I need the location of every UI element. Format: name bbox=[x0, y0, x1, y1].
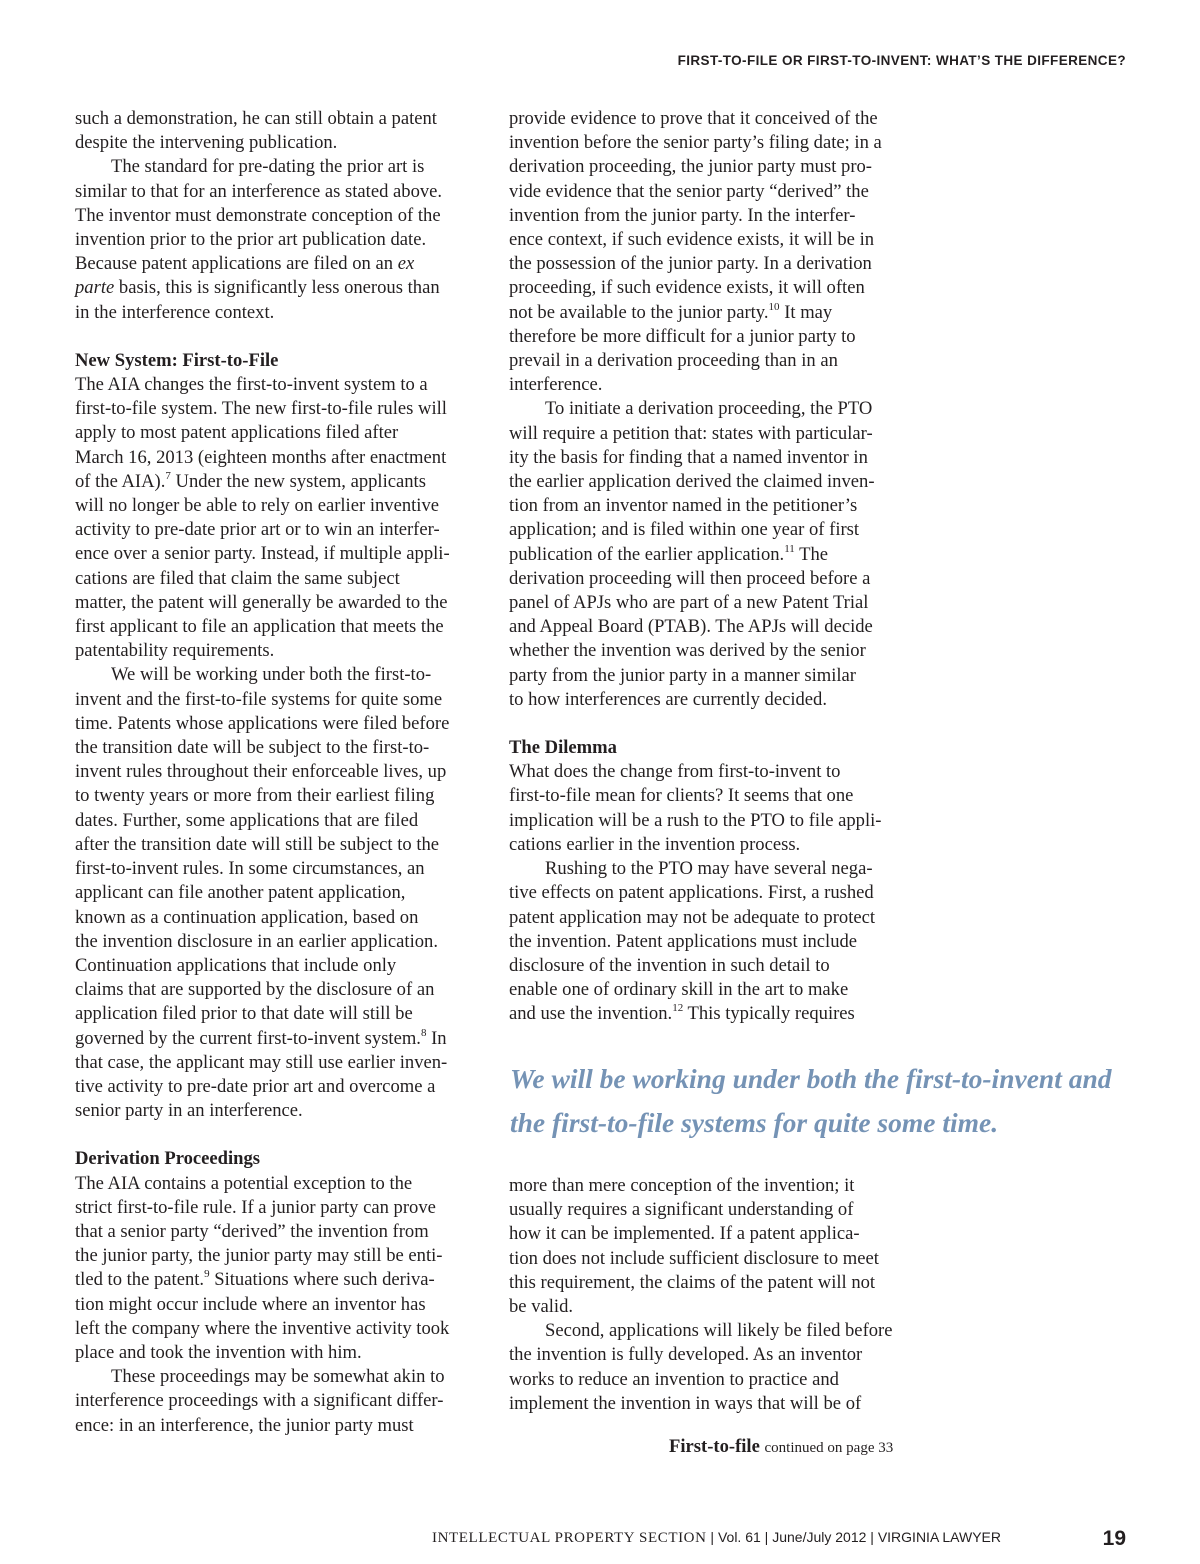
text-line: applicant can file another patent application, bbox=[75, 882, 406, 904]
text-line: time. Patents whose applications were filed before bbox=[75, 712, 450, 734]
text-line: that case, the applicant may still use earlier inven- bbox=[75, 1051, 448, 1073]
text-line: matter, the patent will generally be awarded to the bbox=[75, 591, 448, 613]
text-line: senior party in an interference. bbox=[75, 1100, 303, 1122]
footer-separator: | bbox=[760, 1529, 773, 1545]
text-line: to twenty years or more from their earliest filing bbox=[75, 785, 435, 807]
text-line: tive effects on patent applications. First, a rushed bbox=[509, 882, 874, 904]
text-line: this requirement, the claims of the patent will not bbox=[509, 1271, 876, 1293]
text-line: implement the invention in ways that will be of bbox=[509, 1392, 862, 1414]
text-line: strict first-to-file rule. If a junior party can prove bbox=[75, 1196, 436, 1218]
right-column-bottom bbox=[509, 1174, 919, 1416]
text-line: patent application may not be adequate to protect bbox=[509, 906, 876, 928]
text-line: governed by the current first-to-invent system.$^8$ In bbox=[75, 1026, 447, 1049]
text-line: disclosure of the invention in such detail to bbox=[509, 954, 830, 976]
text-line: despite the intervening publication. bbox=[75, 132, 338, 154]
text-line: To initiate a derivation proceeding, the PTO bbox=[545, 398, 873, 420]
text-line: be valid. bbox=[509, 1296, 574, 1318]
text-line: place and took the invention with him. bbox=[75, 1341, 362, 1363]
text-line: tive activity to pre-date prior art and overcome a bbox=[75, 1075, 436, 1097]
text-line: We will be working under both the first-to- bbox=[111, 664, 432, 686]
text-line: the invention is fully developed. As an inventor bbox=[509, 1344, 863, 1366]
text-line: application; and is filed within one year of first bbox=[509, 519, 860, 541]
continued-page-ref: continued on page 33 bbox=[764, 1440, 894, 1456]
text-line: claims that are supported by the disclosure of an bbox=[75, 979, 435, 1001]
text-line: how it can be implemented. If a patent applica- bbox=[509, 1223, 860, 1245]
text-line: the earlier application derived the claimed inven- bbox=[509, 471, 875, 493]
text-line: usually requires a significant understanding of bbox=[509, 1199, 854, 1221]
text-line: tion from an inventor named in the petitioner’s bbox=[509, 495, 858, 517]
text-line: tled to the patent.$^9$ Situations where such deriva- bbox=[75, 1268, 435, 1291]
text-line: known as a continuation application, based on bbox=[75, 906, 419, 928]
text-line: prevail in a derivation proceeding than in an bbox=[509, 350, 838, 372]
text-line: publication of the earlier application.$^{11}$ The bbox=[509, 542, 829, 565]
footnote-ref: 7 bbox=[165, 469, 171, 482]
text-line: panel of APJs who are part of a new Patent Trial bbox=[509, 592, 869, 614]
text-line: cations are filed that claim the same subject bbox=[75, 567, 400, 589]
text-line: first-to-invent rules. In some circumstances, an bbox=[75, 858, 425, 880]
text-line: invent and the first-to-file systems for quite some bbox=[75, 688, 443, 710]
text-line: The AIA changes the first-to-invent system to a bbox=[75, 374, 428, 396]
text-line: invent rules throughout their enforceable lives, up bbox=[75, 761, 447, 783]
text-line: interference. bbox=[509, 374, 603, 396]
text-line: The standard for pre-dating the prior art is bbox=[111, 156, 425, 178]
footer-section-name: INTELLECTUAL PROPERTY SECTION bbox=[432, 1530, 707, 1546]
text-line: ity the basis for finding that a named inventor in bbox=[509, 446, 868, 468]
left-column bbox=[75, 107, 485, 1438]
text-line: the transition date will be subject to the first-to- bbox=[75, 737, 430, 759]
continued-title: First-to-file bbox=[669, 1436, 760, 1457]
text-line: Rushing to the PTO may have several nega- bbox=[545, 858, 873, 880]
text-line: implication will be a rush to the PTO to file appli- bbox=[509, 809, 882, 831]
text-line: Continuation applications that include only bbox=[75, 954, 397, 976]
text-line: parte basis, this is significantly less onerous than bbox=[75, 277, 440, 299]
text-line: and use the invention.$^{12}$ This typically requires bbox=[509, 1002, 855, 1025]
page-number: 19 bbox=[1102, 1527, 1126, 1550]
text-line: dates. Further, some applications that are filed bbox=[75, 809, 419, 831]
text-line: first-to-file mean for clients? It seems that one bbox=[509, 785, 854, 807]
text-line: provide evidence to prove that it conceived of the bbox=[509, 108, 878, 129]
footnote-ref: 11 bbox=[784, 542, 795, 555]
text-line: The AIA contains a potential exception to the bbox=[75, 1172, 413, 1194]
footer-separator: | bbox=[706, 1529, 718, 1545]
pull-quote-line: the first-to-file systems for quite some time. bbox=[510, 1107, 999, 1138]
text-line: the invention. Patent applications must include bbox=[509, 930, 858, 952]
text-line: after the transition date will still be subject to the bbox=[75, 833, 440, 855]
section-heading-derivation: Derivation Proceedings bbox=[75, 1148, 261, 1170]
text-line: whether the invention was derived by the senior bbox=[509, 640, 866, 662]
text-line: March 16, 2013 (eighteen months after enactment bbox=[75, 446, 447, 468]
text-line: first applicant to file an application that meets the bbox=[75, 616, 444, 638]
footnote-ref: 9 bbox=[204, 1268, 210, 1281]
text-line: interference proceedings with a significant differ- bbox=[75, 1390, 444, 1412]
text-line: proceeding, if such evidence exists, it will often bbox=[509, 277, 865, 299]
text-line: ence context, if such evidence exists, it will be in bbox=[509, 229, 875, 251]
text-line: derivation proceeding, the junior party must pro- bbox=[509, 156, 872, 178]
page-footer bbox=[432, 1529, 1001, 1547]
text-line: These proceedings may be somewhat akin to bbox=[111, 1366, 445, 1388]
text-line: cations earlier in the invention process. bbox=[509, 833, 801, 855]
text-line: apply to most patent applications filed after bbox=[75, 422, 399, 444]
footnote-ref: 10 bbox=[768, 300, 780, 313]
text-line: enable one of ordinary skill in the art to make bbox=[509, 979, 849, 1001]
text-line: ence: in an interference, the junior party must bbox=[75, 1414, 414, 1436]
text-line: invention from the junior party. In the interfer- bbox=[509, 204, 856, 226]
text-line: tion does not include sufficient disclosure to meet bbox=[509, 1247, 879, 1269]
footer-separator: | bbox=[866, 1529, 878, 1545]
pull-quote-line: We will be working under both the first-to-invent and bbox=[510, 1063, 1112, 1094]
text-line: that a senior party “derived” the invention from bbox=[75, 1220, 429, 1242]
text-line: and Appeal Board (PTAB). The APJs will decide bbox=[509, 616, 873, 638]
text-line: activity to pre-date prior art or to win an interfer- bbox=[75, 519, 440, 541]
text-line: invention before the senior party’s filing date; in a bbox=[509, 132, 882, 154]
text-line: works to reduce an invention to practice and bbox=[509, 1368, 839, 1390]
continued-note bbox=[669, 1436, 893, 1458]
running-header-title: FIRST-TO-FILE OR FIRST-TO-INVENT: WHAT’S THE DIFFERENCE? bbox=[677, 53, 1126, 68]
right-column-top bbox=[509, 107, 919, 1027]
section-heading-new-system: New System: First-to-File bbox=[75, 349, 279, 371]
text-line: What does the change from first-to-invent to bbox=[509, 761, 841, 783]
text-line: in the interference context. bbox=[75, 301, 275, 323]
text-line: vide evidence that the senior party “derived” the bbox=[509, 180, 869, 202]
text-line: derivation proceeding will then proceed before a bbox=[509, 567, 871, 589]
text-line: invention prior to the prior art publication date. bbox=[75, 229, 427, 251]
text-line: The inventor must demonstrate conception of the bbox=[75, 204, 441, 226]
footnote-ref: 8 bbox=[420, 1026, 427, 1039]
text-line: left the company where the inventive activity took bbox=[75, 1317, 450, 1339]
pull-quote bbox=[510, 1057, 1150, 1145]
text-line: of the AIA).$^7$ Under the new system, applicants bbox=[75, 469, 426, 492]
text-line: such a demonstration, he can still obtain a patent bbox=[75, 108, 437, 129]
footer-volume: Vol. 61 bbox=[717, 1529, 761, 1545]
text-line: application filed prior to that date will still be bbox=[75, 1003, 413, 1025]
section-heading-dilemma: The Dilemma bbox=[509, 737, 617, 759]
text-line: patentability requirements. bbox=[75, 640, 275, 662]
text-line: first-to-file system. The new first-to-file rules will bbox=[75, 398, 447, 420]
footnote-ref: 12 bbox=[672, 1002, 684, 1015]
text-line: to how interferences are currently decided. bbox=[509, 688, 828, 710]
text-line: tion might occur include where an inventor has bbox=[75, 1293, 426, 1315]
text-line: more than mere conception of the invention; it bbox=[509, 1175, 855, 1196]
text-line: therefore be more difficult for a junior party to bbox=[509, 325, 856, 347]
text-line: Because patent applications are filed on an ex bbox=[75, 253, 415, 275]
text-line: similar to that for an interference as stated above. bbox=[75, 180, 443, 202]
footer-issue: June/July 2012 bbox=[772, 1529, 867, 1545]
text-line: the invention disclosure in an earlier application. bbox=[75, 930, 438, 952]
text-line: the possession of the junior party. In a derivation bbox=[509, 253, 872, 275]
text-line: party from the junior party in a manner similar bbox=[509, 664, 856, 686]
footer-publication: VIRGINIA LAWYER bbox=[877, 1529, 1002, 1545]
text-line: ence over a senior party. Instead, if multiple appli- bbox=[75, 543, 450, 565]
text-line: will no longer be able to rely on earlier inventive bbox=[75, 495, 440, 517]
text-line: the junior party, the junior party may still be enti- bbox=[75, 1245, 443, 1267]
text-line: will require a petition that: states with particular- bbox=[509, 422, 873, 444]
text-line: Second, applications will likely be filed before bbox=[545, 1320, 893, 1342]
text-line: not be available to the junior party.$^{10}$ It may bbox=[509, 300, 833, 323]
